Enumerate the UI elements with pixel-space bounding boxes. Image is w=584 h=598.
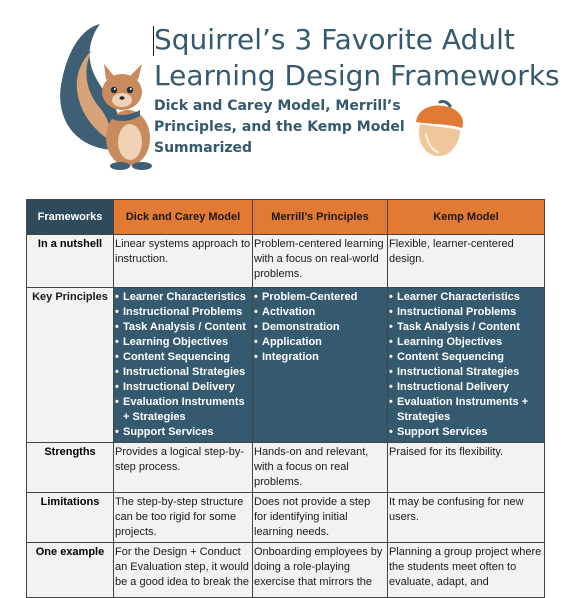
- table-cell: Provides a logical step-by-step process.: [114, 443, 253, 493]
- row-label: Key Principles: [27, 288, 114, 443]
- list-item: • Instructional Problems: [115, 305, 251, 320]
- acorn-icon: [410, 98, 468, 160]
- row-label: Strengths: [27, 443, 114, 493]
- subtitle-line-2: Principles, and the Kemp Model: [154, 119, 405, 135]
- list-item: • Application: [254, 335, 386, 350]
- principles-list-merrill: [254, 290, 386, 365]
- list-item: • Task Analysis / Content: [389, 320, 543, 335]
- list-item: • Instructional Delivery: [115, 380, 251, 395]
- page-title: [154, 22, 560, 94]
- table-row: [27, 288, 545, 443]
- list-item: • Learning Objectives: [389, 335, 543, 350]
- column-header-merrill: Merrill’s Principles: [253, 200, 388, 235]
- table-cell: Does not provide a step for identifying initial learning needs.: [253, 493, 388, 543]
- list-item: • Learning Objectives: [115, 335, 251, 350]
- list-item: • Support Services: [115, 425, 251, 440]
- list-item: • Content Sequencing: [115, 350, 251, 365]
- list-item: • Demonstration: [254, 320, 386, 335]
- list-item: • Evaluation Instruments + Strategies: [115, 395, 251, 425]
- table-cell: [253, 288, 388, 443]
- list-item: • Integration: [254, 350, 386, 365]
- subtitle-line-1: Dick and Carey Model, Merrill’s: [154, 98, 401, 114]
- list-item: • Instructional Problems: [389, 305, 543, 320]
- frameworks-table: [26, 199, 545, 598]
- column-header-dick-carey: Dick and Carey Model: [114, 200, 253, 235]
- table-row: [27, 543, 545, 598]
- list-item: • Instructional Strategies: [115, 365, 251, 380]
- list-item: • Learner Characteristics: [389, 290, 543, 305]
- subtitle-line-3: Summarized: [154, 140, 253, 156]
- page-subtitle: [154, 96, 405, 159]
- table-cell: Praised for its flexibility.: [388, 443, 545, 493]
- squirrel-icon: [52, 20, 162, 180]
- table-header-row: [27, 200, 545, 235]
- table-cell: Problem-centered learning with a focus on real-world problems.: [253, 235, 388, 288]
- list-item: • Task Analysis / Content: [115, 320, 251, 335]
- table-cell: The step-by-step structure can be too rigid for some projects.: [114, 493, 253, 543]
- list-item: • Evaluation Instruments + Strategies: [389, 395, 543, 425]
- principles-list-kemp: [389, 290, 543, 440]
- table-cell: Flexible, learner-centered design.: [388, 235, 545, 288]
- list-item: • Instructional Delivery: [389, 380, 543, 395]
- table-cell: Hands-on and relevant, with a focus on real problems.: [253, 443, 388, 493]
- table-cell: For the Design + Conduct an Evaluation step, it would be a good idea to break the: [114, 543, 253, 598]
- column-header-kemp: Kemp Model: [388, 200, 545, 235]
- table-row: [27, 443, 545, 493]
- row-label: In a nutshell: [27, 235, 114, 288]
- title-line-2: Learning Design Frameworks: [154, 59, 560, 92]
- table-cell: Planning a group project where the students meet often to evaluate, adapt, and: [388, 543, 545, 598]
- row-label: One example: [27, 543, 114, 598]
- title-line-1: Squirrel’s 3 Favorite Adult: [154, 23, 515, 56]
- list-item: • Problem-Centered: [254, 290, 386, 305]
- table-cell: Onboarding employees by doing a role-playing exercise that mirrors the: [253, 543, 388, 598]
- document-header: [0, 0, 584, 190]
- list-item: • Support Services: [389, 425, 543, 440]
- table-cell: Linear systems approach to instruction.: [114, 235, 253, 288]
- table-cell: It may be confusing for new users.: [388, 493, 545, 543]
- table-row: [27, 235, 545, 288]
- table-cell: [388, 288, 545, 443]
- table-row: [27, 493, 545, 543]
- list-item: • Instructional Strategies: [389, 365, 543, 380]
- table-cell: [114, 288, 253, 443]
- list-item: • Activation: [254, 305, 386, 320]
- row-label: Limitations: [27, 493, 114, 543]
- list-item: • Content Sequencing: [389, 350, 543, 365]
- principles-list-dick-carey: [115, 290, 251, 440]
- column-header-frameworks: Frameworks: [27, 200, 114, 235]
- list-item: • Learner Characteristics: [115, 290, 251, 305]
